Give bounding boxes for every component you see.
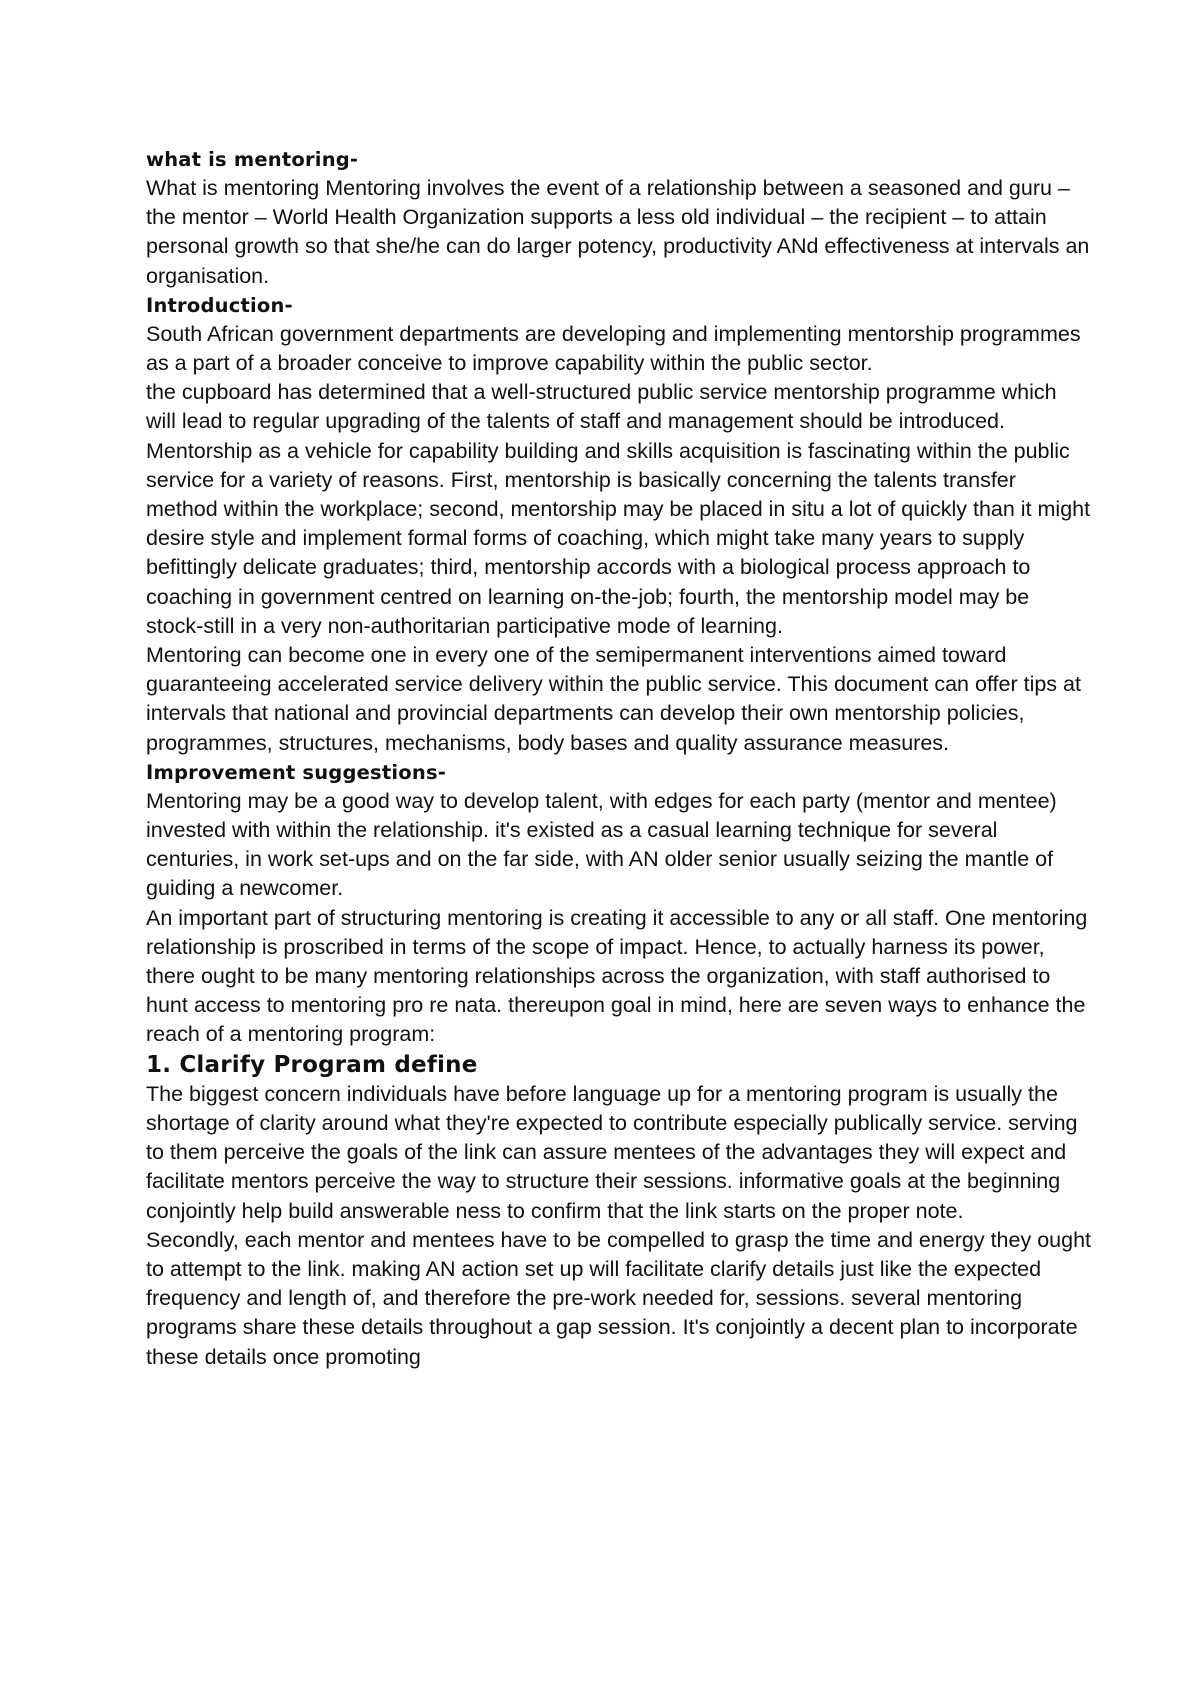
paragraph: the cupboard has determined that a well-structured public service mentorship programme which will lead to regular upgrading of the talents of staff and management should be introduced. (146, 380, 1057, 434)
paragraph: Secondly, each mentor and mentees have to be compelled to grasp the time and energy they ought to attempt to the link. making AN action set up will facilitate clarify details just like the expected frequency and length of, and therefore the pre-work needed for, sessions. several mentoring programs share these details throughout a gap session. It's conjointly a decent plan to incorporate these details once promoting (146, 1227, 1092, 1369)
section-heading-what-is-mentoring: what is mentoring- (146, 148, 359, 171)
paragraph: South African government departments are developing and implementing mentorship programmes as a part of a broader conceive to improve capability within the public sector. (146, 321, 1081, 376)
section-heading-clarify-program: 1. Clarify Program define (146, 1051, 478, 1078)
document-page (146, 145, 1091, 1372)
section-heading-improvement-suggestions: Improvement suggestions- (146, 760, 447, 784)
paragraph: Mentoring can become one in every one of the semipermanent interventions aimed toward guaranteeing accelerated service delivery within the public service. This document can offer tips at intervals that national and provincial departments can develop their own mentorship policies, programmes, structures, mechanisms, body bases and quality assurance measures. (146, 643, 1081, 755)
paragraph: What is mentoring Mentoring involves the event of a relationship between a seasoned and guru – the mentor – World Health Organization supports a less old individual – the recipient – to attain personal growth so that she/he can do larger potency, productivity ANd effectiveness at intervals an organisation. (146, 176, 1090, 288)
paragraph: The biggest concern individuals have before language up for a mentoring program is usually the shortage of clarity around what they're expected to contribute especially publically service. serving to them perceive the goals of the link can assure mentees of the advantages they will expect and facilitate mentors perceive the way to structure their sessions. informative goals at the beginning conjointly help build answerable ness to confirm that the link starts on the proper note. (146, 1081, 1078, 1223)
paragraph: Mentorship as a vehicle for capability building and skills acquisition is fascinating within the public service for a variety of reasons. First, mentorship is basically concerning the talents transfer method within the workplace; second, mentorship may be placed in situ a lot of quickly than it might desire style and implement formal forms of coaching, which might take many years to supply befittingly delicate graduates; third, mentorship accords with a biological process approach to coaching in government centred on learning on-the-job; fourth, the mentorship model may be stock-still in a very non-authoritarian participative mode of learning. (146, 438, 1091, 638)
section-heading-introduction: Introduction- (146, 293, 293, 317)
paragraph: An important part of structuring mentoring is creating it accessible to any or all staff. One mentoring relationship is proscribed in terms of the scope of impact. Hence, to actually harness its power, there ought to be many mentoring relationships across the organization, with staff authorised to hunt access to mentoring pro re nata. thereupon goal in mind, here are seven ways to enhance the reach of a mentoring program: (146, 905, 1088, 1047)
paragraph: Mentoring may be a good way to develop talent, with edges for each party (mentor and mentee) invested with within the relationship. it's existed as a casual learning technique for several centuries, in work set-ups and on the far side, with AN older senior usually seizing the mantle of guiding a newcomer. (146, 788, 1057, 901)
